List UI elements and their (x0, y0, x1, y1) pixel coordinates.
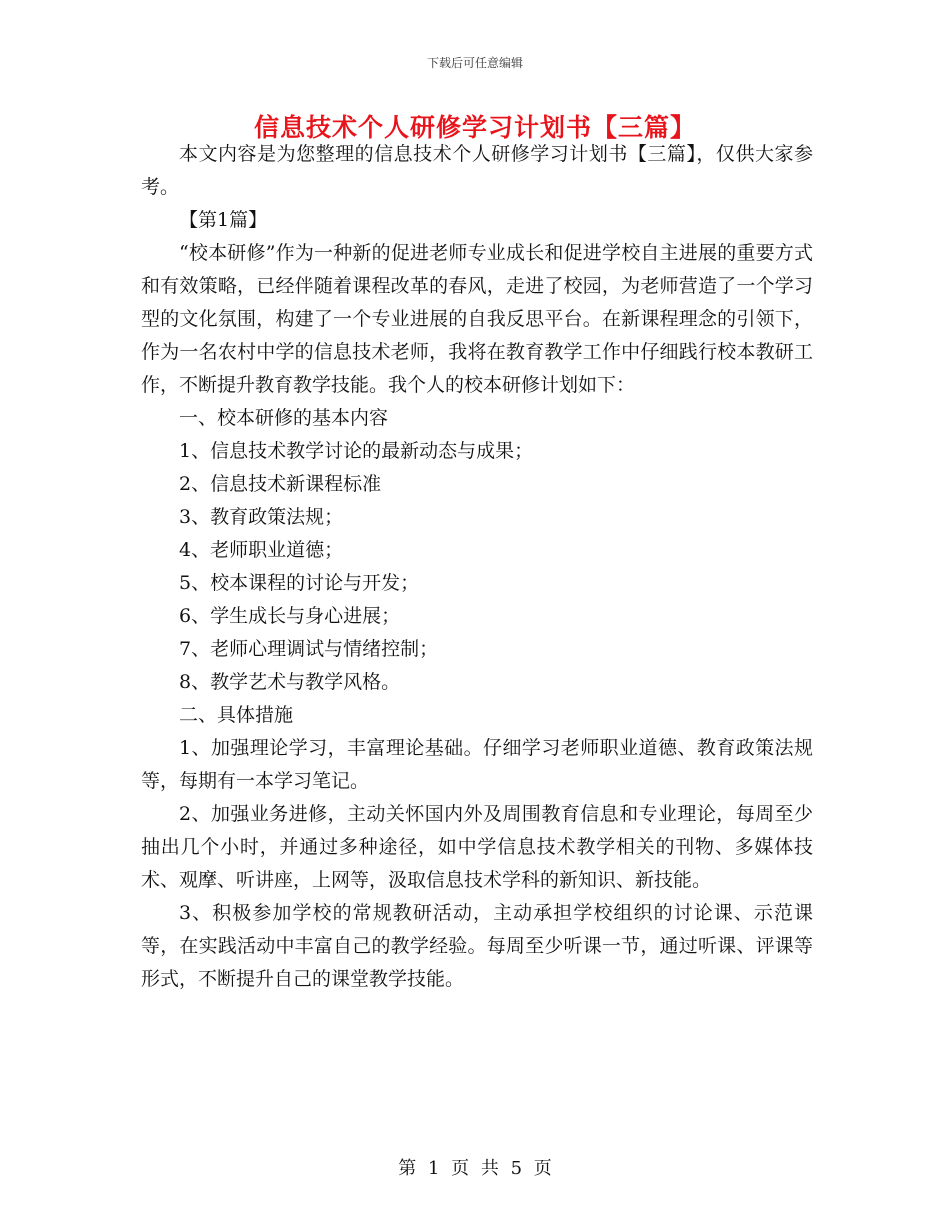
intro-paragraph: 本文内容是为您整理的信息技术个人研修学习计划书【三篇】，仅供大家参考。 (141, 143, 813, 198)
list-item: 4、老师职业道德； (179, 539, 344, 561)
list-item: 3、教育政策法规； (179, 506, 344, 528)
list-item: 6、学生成长与身心进展； (179, 605, 401, 627)
page-footer: 第 1 页 共 5 页 (398, 1158, 552, 1179)
list-item: 5、校本课程的讨论与开发； (179, 572, 420, 594)
measure-paragraph: 3、积极参加学校的常规教研活动，主动承担学校组织的讨论课、示范课等，在实践活动中丰富自己的教学经验。每周至少听课一节，通过听课、评课等形式，不断提升自己的课堂教学技能。 (141, 902, 813, 990)
measure-paragraph: 1、加强理论学习，丰富理论基础。仔细学习老师职业道德、教育政策法规等，每期有一本学习笔记。 (141, 737, 813, 792)
measure-paragraph: 2、加强业务进修，主动关怀国内外及周围教育信息和专业理论，每周至少抽出几个小时，并通过多种途径，如中学信息技术教学相关的刊物、多媒体技术、观摩、听讲座，上网等，汲取信息技术学科的新知识、新技能。 (141, 803, 813, 891)
document-title: 信息技术个人研修学习计划书【三篇】 (253, 113, 696, 142)
list-item: 8、教学艺术与教学风格。 (179, 671, 401, 693)
header-note: 下载后可任意编辑 (426, 56, 523, 70)
section-heading: 一、校本研修的基本内容 (179, 407, 389, 429)
list-item: 7、老师心理调试与情绪控制； (179, 638, 439, 660)
section-label: 【第1篇】 (179, 209, 268, 231)
body-paragraph: “校本研修”作为一种新的促进老师专业成长和促进学校自主进展的重要方式和有效策略，已经伴随着课程改革的春风，走进了校园，为老师营造了一个学习型的文化氛围，构建了一个专业进展的自我反思平台。在新课程理念的引领下，作为一名农村中学的信息技术老师，我将在教育教学工作中仔细践行校本教研工作，不断提升教育教学技能。我个人的校本研修计划如下： (141, 242, 813, 396)
list-item: 1、信息技术教学讨论的最新动态与成果； (179, 440, 534, 462)
list-item: 2、信息技术新课程标准 (179, 473, 382, 495)
document-body (141, 138, 813, 996)
section-heading: 二、具体措施 (179, 704, 294, 726)
